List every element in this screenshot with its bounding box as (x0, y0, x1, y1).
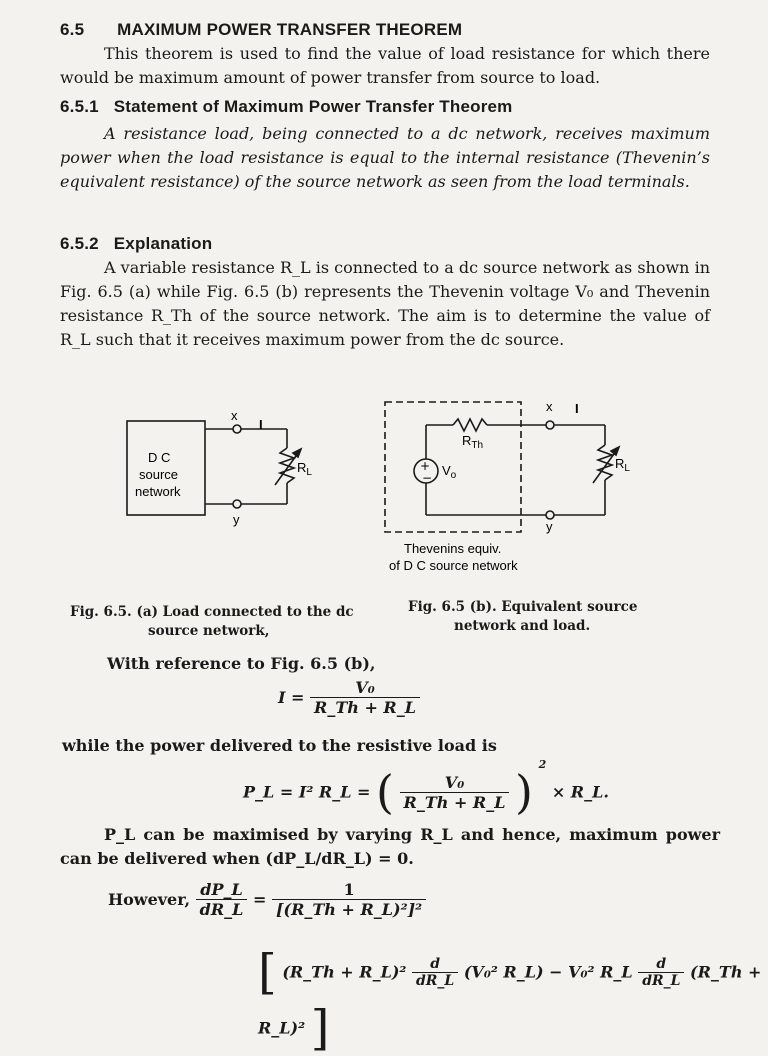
eq2-power: 2 (538, 758, 547, 772)
eq2-fraction (400, 773, 510, 812)
caption-b-text2: network and load. (454, 618, 591, 634)
eq4-d1-fraction (412, 956, 458, 989)
eq4-d1-num: d (412, 956, 458, 973)
section-heading (60, 20, 462, 40)
load-label-a-main: R (297, 460, 307, 475)
caption-a-label: Fig. 6.5. (a) (70, 604, 158, 620)
load-resistor-b (598, 445, 612, 480)
load-label-b (615, 456, 630, 474)
statement-paragraph: A resistance load, being connected to a dc network, receives maximum power when the load resistance is equal to the internal resistance (Thevenin’s equivalent resistance) of the source network as seen from the load terminals. (60, 124, 710, 191)
terminal-label-y-a: y (233, 512, 240, 527)
eq1-denominator: R_Th + R_L (314, 698, 416, 717)
terminal-y-b (546, 511, 554, 519)
intro-paragraph: This theorem is used to find the value of load resistance for which there would be maximum amount of power transfer from source to load. (60, 44, 710, 87)
terminal-label-x-a: x (231, 408, 238, 423)
section-number: 6.5 (60, 20, 85, 39)
caption-a-text2: source network, (148, 623, 270, 639)
source-label-sub: o (450, 470, 457, 481)
caption-b (408, 598, 668, 636)
eq4-term3: (R_Th + R_L)² (258, 962, 762, 1038)
eq2-paren-open: ( (376, 765, 394, 819)
eq4-d2-fraction (638, 956, 684, 989)
eq3-lhs-den: dR_L (199, 900, 244, 919)
load-label-b-sub: L (624, 463, 630, 474)
subsection-title-1: Statement of Maximum Power Transfer Theorem (113, 97, 513, 116)
terminal-label-x-b: x (546, 399, 553, 414)
load-label-a (297, 460, 312, 478)
equation-current (278, 678, 420, 717)
load-resistor-a (280, 448, 294, 483)
eq2-rhs: × R_L. (551, 782, 609, 802)
rth-resistor (453, 419, 487, 431)
terminal-x-b (546, 421, 554, 429)
rth-label (462, 433, 483, 451)
equation-expansion (258, 944, 768, 1056)
load-label-a-sub: L (306, 467, 312, 478)
maximise-paragraph: P_L can be maximised by varying R_L and hence, maximum power can be delivered when (dP_L/dR_L) = 0. (60, 825, 720, 868)
box-label-line1: D C (148, 450, 171, 465)
eq3-however: However, (108, 890, 191, 909)
power-line: while the power delivered to the resistive load is (62, 736, 497, 755)
subsection-title-2: Explanation (113, 234, 213, 253)
eq1-fraction (310, 678, 420, 717)
eq1-numerator: V₀ (310, 678, 420, 698)
load-label-b-main: R (615, 456, 625, 471)
eq3-rhs-num: 1 (272, 880, 426, 900)
thevenin-caption-1: Thevenins equiv. (404, 541, 502, 556)
minus-sign: − (422, 471, 433, 485)
caption-b-text1: Equivalent source (501, 599, 638, 615)
caption-a-text1: Load connected to the dc (162, 604, 354, 620)
circuit-figures (0, 395, 768, 595)
eq4-term2: (V₀² R_L) − V₀² R_L (463, 962, 633, 982)
subsection-heading-1 (60, 97, 513, 117)
current-label-b: I (575, 401, 579, 416)
eq3-lhs-fraction (196, 880, 248, 919)
source-label-main: V (442, 463, 451, 478)
reference-line: With reference to Fig. 6.5 (b), (107, 654, 376, 673)
thevenin-caption-2: of D C source network (389, 558, 518, 573)
eq2-lhs: P_L = I² R_L = (243, 782, 371, 802)
eq1-lhs: I = (278, 688, 305, 707)
eq4-term1: (R_Th + R_L)² (282, 962, 407, 982)
rth-label-main: R (462, 433, 472, 448)
rth-label-sub: Th (471, 440, 484, 451)
subsection-number-2: 6.5.2 (60, 234, 99, 253)
eq4-d2-num: d (638, 956, 684, 973)
equation-derivative (108, 880, 426, 919)
terminal-y-a (233, 500, 241, 508)
caption-a (70, 603, 370, 641)
eq4-bracket-open: [ (258, 944, 277, 1000)
plus-sign: + (420, 459, 431, 473)
terminal-label-y-b: y (546, 519, 553, 534)
source-label (442, 463, 457, 481)
eq3-rhs-fraction (272, 880, 426, 919)
eq2-denominator: R_Th + R_L (403, 792, 506, 812)
eq2-paren-close: ) (515, 765, 533, 819)
subsection-number-1: 6.5.1 (60, 97, 99, 116)
section-title: MAXIMUM POWER TRANSFER THEOREM (117, 20, 463, 39)
equation-power (243, 758, 609, 819)
subsection-heading-2 (60, 234, 212, 254)
eq3-lhs-num: dP_L (196, 880, 248, 900)
thevenin-box (385, 402, 521, 532)
current-label-a: I (259, 417, 263, 432)
eq4-d2-den: dR_L (642, 972, 681, 989)
explanation-paragraph: A variable resistance R_L is connected to a dc source network as shown in Fig. 6.5 (a) while Fig. 6.5 (b) represents the Thevenin voltage V₀ and Thevenin resistance R_Th of the source network. The aim is to determine the value of R_L such that it receives maximum power from the dc source. (60, 258, 710, 349)
box-label-line3: network (135, 484, 181, 499)
terminal-x-a (233, 425, 241, 433)
caption-b-label: Fig. 6.5 (b). (408, 599, 497, 615)
eq3-rhs-den: [(R_Th + R_L)²]² (275, 900, 423, 919)
eq4-bracket-close: ] (310, 1000, 330, 1056)
eq2-numerator: V₀ (400, 773, 510, 793)
eq3-equals: = (252, 890, 267, 909)
box-label-line2: source (139, 467, 179, 482)
eq4-d1-den: dR_L (415, 972, 455, 989)
